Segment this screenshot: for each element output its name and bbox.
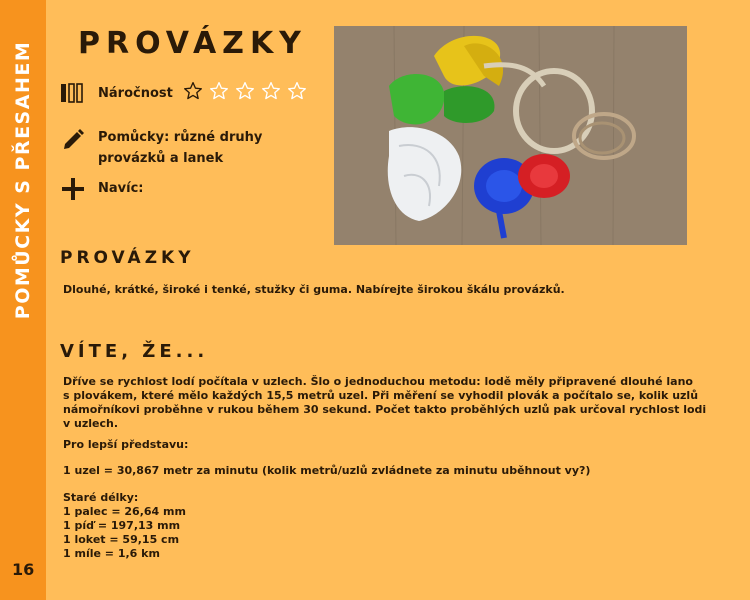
- star-outline-light-icon: [209, 81, 229, 101]
- length-item: 1 píď = 197,13 mm: [63, 519, 181, 532]
- section-heading-did-you-know: VÍTE, ŽE...: [60, 341, 209, 362]
- section-heading-strings: PROVÁZKY: [60, 248, 195, 268]
- star-outline-light-icon: [287, 81, 307, 101]
- extra-row: [60, 176, 144, 202]
- paragraph-line: v uzlech.: [63, 417, 118, 430]
- length-item: 1 palec = 26,64 mm: [63, 505, 186, 518]
- plus-icon: [60, 176, 86, 202]
- page-number: 16: [12, 560, 35, 579]
- old-lengths-list: [63, 491, 186, 561]
- extra-label: Navíc:: [98, 181, 144, 196]
- star-outline-dark-icon: [183, 81, 203, 101]
- difficulty-stars: [183, 81, 313, 101]
- sidebar: [0, 0, 46, 600]
- section-strings-text: Dlouhé, krátké, široké i tenké, stužky či guma. Nabírejte širokou škálu provázků.: [63, 283, 565, 296]
- paragraph-line: námořníkovi proběhne v rukou během 30 sekund. Počet takto proběhlých uzlů pak určoval rychlost lodi: [63, 403, 707, 416]
- knot-definition-text: 1 uzel = 30,867 metr za minutu (kolik metrů/uzlů zvládnete za minutu uběhnout vy?): [63, 464, 591, 477]
- difficulty-bars-icon: [60, 80, 86, 106]
- difficulty-row: [60, 80, 313, 106]
- star-outline-light-icon: [261, 81, 281, 101]
- length-item: 1 míle = 1,6 km: [63, 547, 160, 560]
- length-item: 1 loket = 59,15 cm: [63, 533, 180, 546]
- old-lengths-title: Staré délky:: [63, 491, 139, 504]
- paragraph-line: Dříve se rychlost lodí počítala v uzlech. Šlo o jednoduchou metodu: lodě měly připravené dlouhé lano: [63, 375, 693, 388]
- tools-label: Pomůcky: různé druhy: [98, 130, 263, 145]
- better-idea-text: Pro lepší představu:: [63, 438, 189, 451]
- paragraph-line: s plovákem, které mělo každých 15,5 metrů uzel. Při měření se vyhodil plovák a počítalo se, kolik uzlů: [63, 389, 699, 402]
- sidebar-title: POMŮCKY S PŘESAHEM: [12, 40, 34, 320]
- did-you-know-paragraph: [63, 375, 706, 431]
- page-title: PROVÁZKY: [78, 26, 307, 61]
- tools-label-line2: provázků a lanek: [98, 151, 224, 166]
- pencil-icon: [60, 127, 86, 153]
- star-outline-light-icon: [235, 81, 255, 101]
- strings-photo: [334, 26, 687, 245]
- difficulty-label: Náročnost: [98, 86, 173, 101]
- tools-row: [60, 127, 262, 169]
